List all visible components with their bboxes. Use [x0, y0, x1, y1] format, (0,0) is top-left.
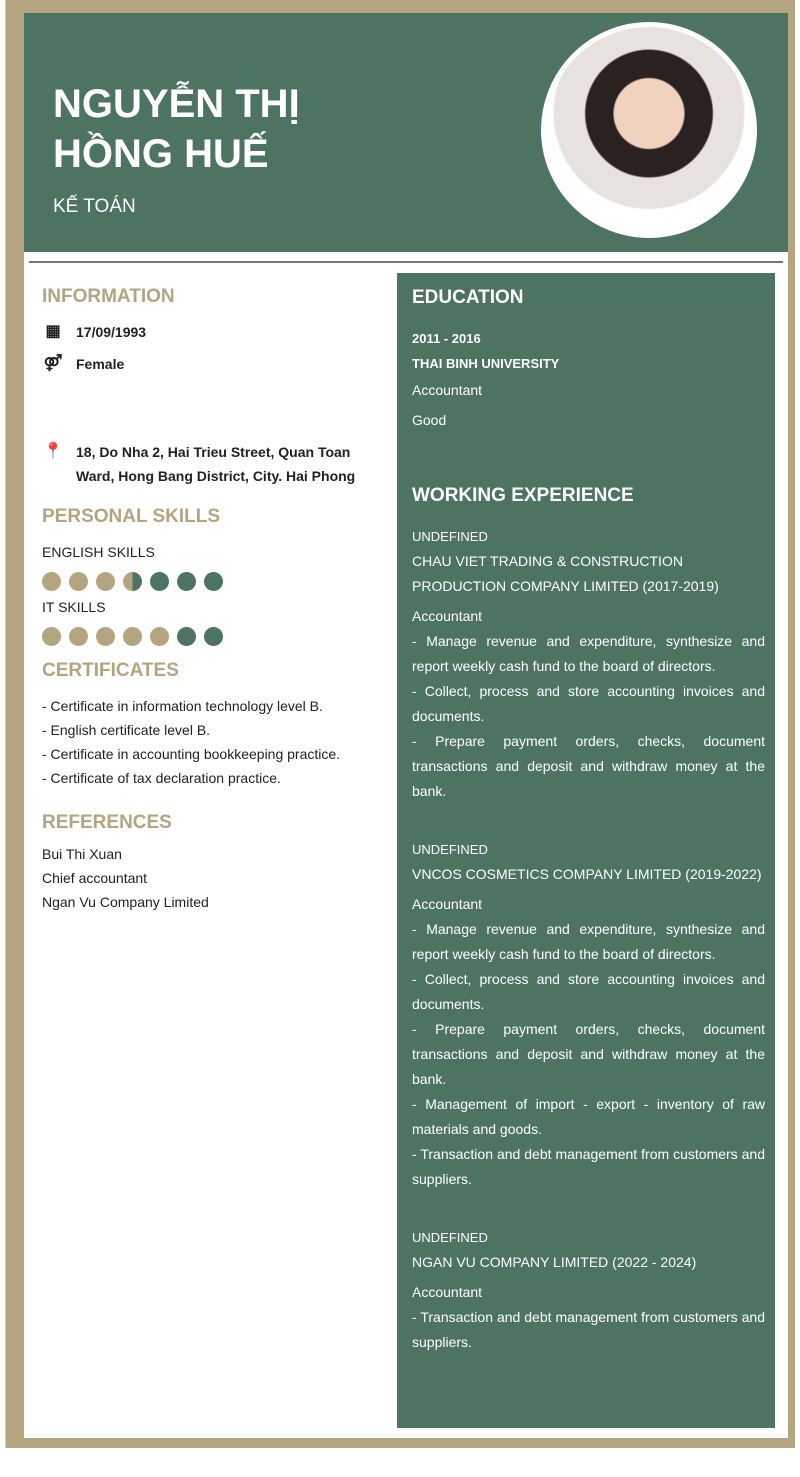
job-company: CHAU VIET TRADING & CONSTRUCTION PRODUCTION COMPANY LIMITED (2017-2019) [412, 553, 719, 594]
reference-position: Chief accountant [42, 870, 148, 886]
job-company: NGAN VU COMPANY LIMITED (2022 - 2024) [412, 1254, 697, 1270]
job-duty: - Transaction and debt management from customers and suppliers. [412, 1309, 765, 1350]
job-label: UNDEFINED [412, 1230, 488, 1245]
certificate-item: - Certificate of tax declaration practice. [42, 770, 281, 786]
job-company: VNCOS COSMETICS COMPANY LIMITED (2019-2022) [412, 866, 762, 882]
calendar-icon: ▦ [45, 323, 61, 340]
rating-dot [96, 627, 115, 646]
job-duty: - Prepare payment orders, checks, document transactions and deposit and withdraw money at the bank. [412, 1021, 765, 1087]
rating-dot [123, 627, 142, 646]
job-duty: - Collect, process and store accounting invoices and documents. [412, 683, 765, 724]
skill-name: IT SKILLS [42, 599, 106, 615]
job-title: KẾ TOÁN [53, 196, 136, 217]
birthday: 17/09/1993 [76, 324, 147, 340]
certificates-heading: CERTIFICATES [42, 660, 179, 681]
name-line: HỒNG HUẾ [53, 132, 269, 176]
education-period: 2011 - 2016 [412, 331, 481, 346]
full-name [53, 79, 300, 179]
header [24, 13, 788, 252]
rating-dot [150, 572, 169, 591]
skills-list [42, 540, 362, 646]
name-line: NGUYỄN THỊ [53, 82, 300, 126]
job-duty: - Management of import - export - inventory of raw materials and goods. [412, 1096, 765, 1137]
rating-dot [69, 572, 88, 591]
rating-dot [42, 627, 61, 646]
reference-company: Ngan Vu Company Limited [42, 894, 209, 910]
cv-card [24, 13, 788, 1438]
certificates-list [42, 694, 362, 790]
rating-dot [204, 572, 223, 591]
job-entry [412, 1225, 765, 1355]
rating-dot [204, 627, 223, 646]
education-major: Accountant [412, 382, 483, 398]
profile-photo [541, 22, 757, 238]
rating-dot [42, 572, 61, 591]
reference-name: Bui Thi Xuan [42, 846, 122, 862]
job-duty: - Transaction and debt management from customers and suppliers. [412, 1146, 765, 1187]
certificate-item: - English certificate level B. [42, 722, 211, 738]
rating-dot [177, 627, 196, 646]
information-heading: INFORMATION [42, 286, 175, 307]
job-duty: - Manage revenue and expenditure, synthesize and report weekly cash fund to the board of directors. [412, 633, 765, 674]
rating-dot [150, 627, 169, 646]
job-role: Accountant [412, 896, 483, 912]
skill-rating [42, 627, 362, 646]
rating-dot [177, 572, 196, 591]
job-entry [412, 837, 765, 1192]
experience-heading: WORKING EXPERIENCE [412, 485, 634, 506]
job-label: UNDEFINED [412, 529, 488, 544]
education-heading: EDUCATION [412, 287, 524, 308]
skill-rating [42, 572, 362, 591]
gender: Female [76, 356, 125, 372]
job-duty: - Prepare payment orders, checks, document transactions and deposit and withdraw money at the bank. [412, 733, 765, 799]
location-pin-icon: 📍 [43, 443, 63, 460]
skills-heading: PERSONAL SKILLS [42, 506, 221, 527]
divider [29, 261, 783, 263]
job-role: Accountant [412, 1284, 483, 1300]
skill-name: ENGLISH SKILLS [42, 544, 155, 560]
job-role: Accountant [412, 608, 483, 624]
rating-dot [69, 627, 88, 646]
job-duty: - Collect, process and store accounting invoices and documents. [412, 971, 765, 1012]
experience-list [412, 524, 765, 1355]
job-entry [412, 524, 765, 804]
references-heading: REFERENCES [42, 812, 172, 833]
rating-dot [96, 572, 115, 591]
page-frame [5, 0, 795, 1448]
job-duty: - Manage revenue and expenditure, synthesize and report weekly cash fund to the board of directors. [412, 921, 765, 962]
rating-dot [123, 572, 142, 591]
education-school: THAI BINH UNIVERSITY [412, 356, 560, 371]
left-column [42, 286, 362, 914]
certificate-item: - Certificate in accounting bookkeeping practice. [42, 746, 341, 762]
address: 18, Do Nha 2, Hai Trieu Street, Quan Toan Ward, Hong Bang District, City. Hai Phong [76, 444, 356, 484]
education-grade: Good [412, 412, 447, 428]
certificate-item: - Certificate in information technology level B. [42, 698, 323, 714]
gender-icon: ⚤ [43, 355, 63, 372]
job-label: UNDEFINED [412, 842, 488, 857]
right-column [397, 273, 775, 1428]
